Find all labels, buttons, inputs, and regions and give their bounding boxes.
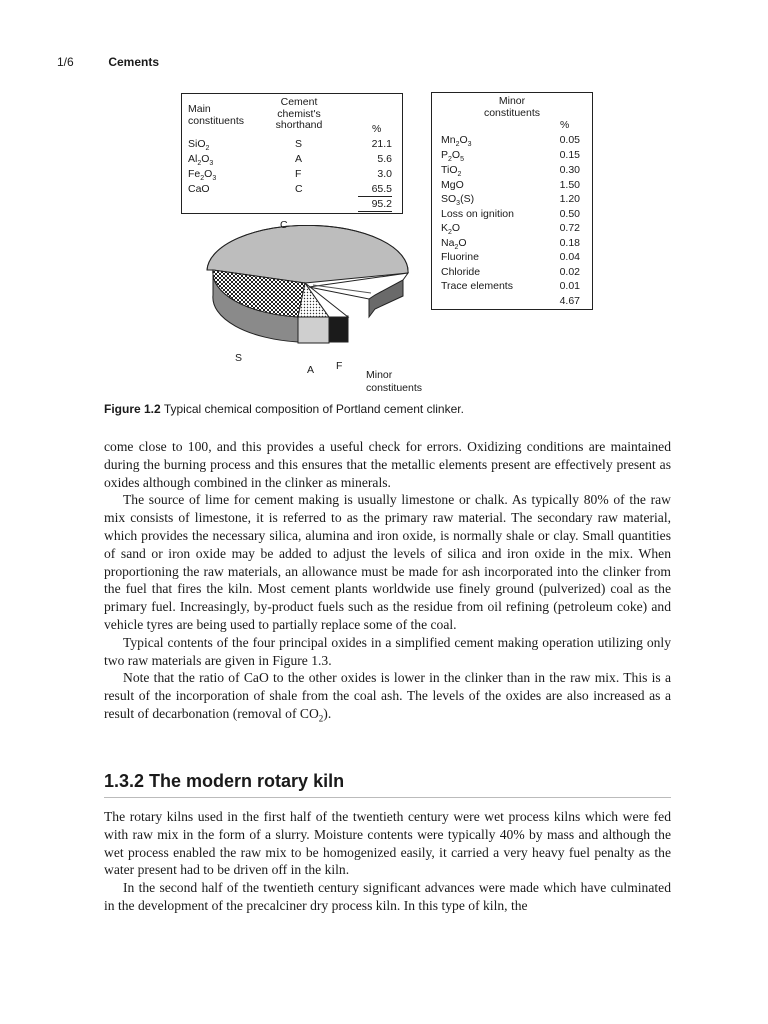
minor-pct-header: % <box>560 119 570 131</box>
pct-sio2: 21.1 <box>371 138 392 150</box>
pie-side-f <box>329 316 348 342</box>
pct-al2o3: 5.6 <box>377 153 392 165</box>
minor-pct-so3: 1.20 <box>559 193 580 205</box>
chapter-title: Cements <box>108 55 160 69</box>
minor-row-na2o: $Na_2O$ <box>441 237 467 252</box>
minor-pct-loi: 0.50 <box>559 208 580 220</box>
main-col-header: Main constituents <box>188 103 245 127</box>
paragraph-3: Typical contents of the four principal oxides in a simplified cement making operation utilizing only two raw materials are given in Figure 1.3. <box>104 634 671 668</box>
minor-pct-p2o5: 0.15 <box>559 149 580 161</box>
minor-row-mgo: MgO <box>441 179 464 191</box>
minor-row-tio2: TiO$_2$ <box>441 164 462 179</box>
short-a: A <box>295 153 303 165</box>
body-text-block-1 <box>104 438 671 728</box>
figure-caption-text: Typical chemical composition of Portland cement clinker. <box>163 402 464 416</box>
minor-row-trace: Trace elements <box>441 280 513 292</box>
section-heading: 1.3.2 The modern rotary kiln <box>104 771 345 791</box>
figure-label: Figure 1.2 <box>104 402 161 416</box>
pie-label-minor: Minor constituents <box>366 369 423 394</box>
short-s: S <box>295 138 303 150</box>
minor-pct-fluorine: 0.04 <box>559 251 580 263</box>
minor-constituents-table <box>431 92 593 310</box>
main-row-fe2o3: $Fe_2O_3$ <box>188 168 217 183</box>
minor-row-fluorine: Fluorine <box>441 251 479 263</box>
pie-label-a: A <box>307 364 315 376</box>
paragraph-2: The source of lime for cement making is usually limestone or chalk. As typically 80% of the raw mix consists of limestone, it is referred to as the primary raw material. The secondary raw material, which provides the necessary silica, alumina and iron oxide, is normally shale or clay. Small quantities of sand or iron oxide may be added to adjust the levels of silica and iron oxide in the mix. When proportioning the raw materials, an allowance must be made for ash incorporated into the clinker from the fuel that fires the kiln. Most cement plants worldwide use finely ground (pulverized) coal as the primary fuel. Increasingly, by-product fuels such as the residue from oil refining (petroleum coke) and vehicle tyres are being used to partially replace some of the coal. <box>104 492 671 632</box>
body-text-block-2 <box>104 808 671 915</box>
minor-row-mn2o3: $Mn_2O_3$ <box>441 134 472 149</box>
pct-total: 95.2 <box>358 197 392 212</box>
heading-rule <box>104 797 671 798</box>
minor-pct-mn2o3: 0.05 <box>559 134 580 146</box>
minor-row-k2o: $K_2O$ <box>441 222 461 237</box>
minor-row-p2o5: $P_2O_5$ <box>441 149 464 164</box>
minor-pct-mgo: 1.50 <box>559 179 580 191</box>
pie-label-c: C <box>280 219 288 231</box>
minor-row-chloride: Chloride <box>441 266 481 278</box>
minor-pct-na2o: 0.18 <box>559 237 580 249</box>
minor-pct-tio2: 0.30 <box>559 164 580 176</box>
minor-pct-k2o: 0.72 <box>559 222 580 234</box>
page-number: 1/6 <box>57 55 74 69</box>
pct-col-header: % <box>372 123 382 135</box>
shorthand-col-header: Cement chemist's shorthand <box>275 96 323 131</box>
paragraph-5: The rotary kilns used in the first half of the twentieth century were wet process kilns which were fed with raw mix in the form of a slurry. Moisture contents were typically 40% by mass and although the wet process enabled the raw mix to be homogenized easily, it carried a very heavy fuel penalty as the water present had to be driven off in the kiln. <box>104 809 671 878</box>
minor-row-loi: Loss on ignition <box>441 208 514 220</box>
pie-side-a <box>298 317 329 343</box>
pct-cao: 65.5 <box>358 182 392 197</box>
minor-pct-chloride: 0.02 <box>559 266 580 278</box>
pct-fe2o3: 3.0 <box>377 168 392 180</box>
main-row-sio2: SiO$_2$ <box>188 138 210 153</box>
figure-caption <box>104 402 464 416</box>
minor-pct-total: 4.67 <box>559 295 580 307</box>
composition-pie-chart <box>195 225 415 365</box>
pie-label-f: F <box>336 360 343 372</box>
main-row-cao: CaO <box>188 183 210 195</box>
short-c: C <box>295 183 303 195</box>
paragraph-6: In the second half of the twentieth century significant advances were made which have culminated in the development of the precalciner dry process kiln. In this type of kiln, the <box>104 880 671 913</box>
minor-row-so3: $SO_3(S)$ <box>441 193 475 208</box>
minor-table-heading: Minor constituents <box>483 95 541 119</box>
paragraph-4: Note that the ratio of CaO to the other oxides is lower in the clinker than in the raw mix. This is a result of the incorporation of shale from the coal ash. The levels of the oxides are also increased as a result of decarbonation (removal of $CO_2$). <box>104 670 671 724</box>
paragraph-1: come close to 100, and this provides a useful check for errors. Oxidizing conditions are maintained during the burning process and this ensures that the metallic elements present are effectively present as oxides although combined in the clinker as minerals. <box>104 439 671 490</box>
running-header <box>57 55 159 69</box>
minor-pct-trace: 0.01 <box>559 280 580 292</box>
pie-label-s: S <box>235 352 243 364</box>
main-row-al2o3: $Al_2O_3$ <box>188 153 214 168</box>
main-constituents-table <box>181 93 403 214</box>
short-f: F <box>295 168 302 180</box>
